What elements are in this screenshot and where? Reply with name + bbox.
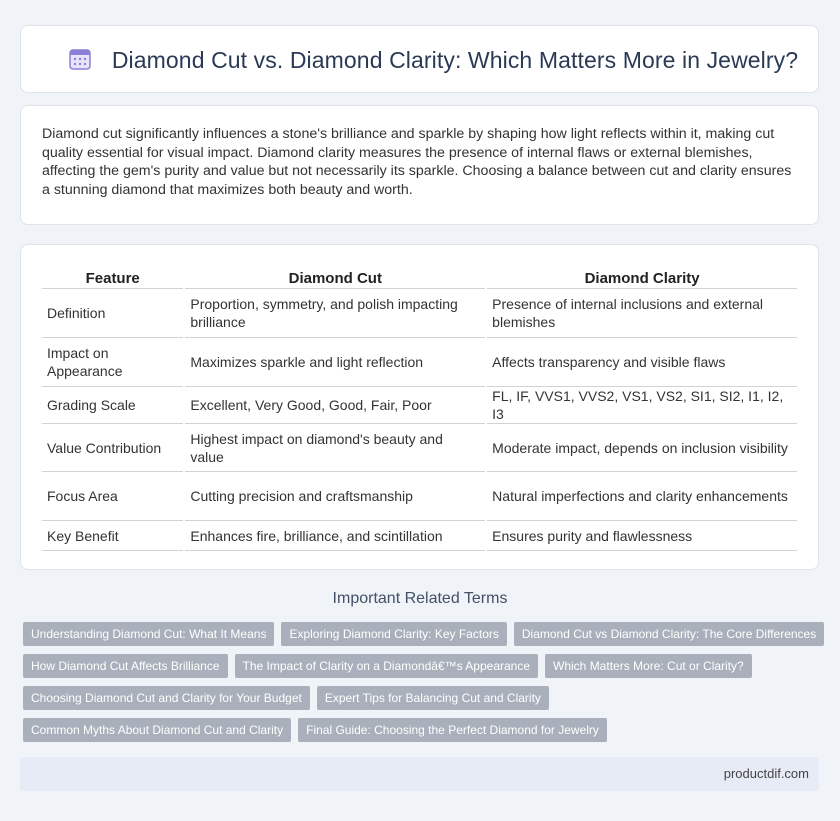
related-term-tag[interactable]: Final Guide: Choosing the Perfect Diamond for Jewelry <box>298 718 607 742</box>
comparison-table-card <box>20 244 819 570</box>
related-term-tag[interactable]: How Diamond Cut Affects Brilliance <box>23 654 228 678</box>
table-row <box>42 424 797 472</box>
feature-cell: Definition <box>42 289 183 338</box>
related-term-tag[interactable]: Understanding Diamond Cut: What It Means <box>23 622 274 646</box>
clarity-cell: FL, IF, VVS1, VVS2, VS1, VS2, SI1, SI2, I1, I2, I3 <box>487 387 797 424</box>
feature-cell: Focus Area <box>42 472 183 521</box>
related-term-tag[interactable]: Diamond Cut vs Diamond Clarity: The Core Differences <box>514 622 824 646</box>
related-terms-list <box>23 622 823 750</box>
clarity-cell: Moderate impact, depends on inclusion visibility <box>487 424 797 472</box>
table-row <box>42 387 797 424</box>
footer-site-link[interactable]: productdif.com <box>723 766 809 781</box>
cut-cell: Cutting precision and craftsmanship <box>185 472 485 521</box>
related-term-tag[interactable]: Which Matters More: Cut or Clarity? <box>545 654 752 678</box>
feature-cell: Key Benefit <box>42 521 183 551</box>
related-term-tag[interactable]: Exploring Diamond Clarity: Key Factors <box>281 622 506 646</box>
feature-cell: Value Contribution <box>42 424 183 472</box>
clarity-cell: Natural imperfections and clarity enhancements <box>487 472 797 521</box>
intro-text: Diamond cut significantly influences a stone's brilliance and sparkle by shaping how light reflects within it, making cut quality essential for visual impact. Diamond clarity measures the presence of internal flaws or external blemishes, affecting the gem's purity and value but not necessarily its sparkle. Choosing a balance between cut and clarity ensures a stunning diamond that maximizes both beauty and worth. <box>42 126 792 198</box>
related-term-tag[interactable]: The Impact of Clarity on a Diamondâ€™s Appearance <box>235 654 538 678</box>
cut-cell: Maximizes sparkle and light reflection <box>185 338 485 387</box>
cut-cell: Enhances fire, brilliance, and scintillation <box>185 521 485 551</box>
table-row <box>42 338 797 387</box>
footer <box>20 757 819 791</box>
related-term-tag[interactable]: Choosing Diamond Cut and Clarity for Your Budget <box>23 686 310 710</box>
cut-cell: Proportion, symmetry, and polish impacting brilliance <box>185 289 485 338</box>
intro-card <box>20 105 819 225</box>
related-terms-title: Important Related Terms <box>332 590 508 607</box>
page-title: Diamond Cut vs. Diamond Clarity: Which Matters More in Jewelry? <box>111 47 799 73</box>
feature-cell: Impact on Appearance <box>42 338 183 387</box>
related-term-tag[interactable]: Expert Tips for Balancing Cut and Clarity <box>317 686 549 710</box>
clarity-cell: Presence of internal inclusions and external blemishes <box>487 289 797 338</box>
header-diamond-clarity: Diamond Clarity <box>487 265 797 289</box>
cut-cell: Highest impact on diamond's beauty and value <box>185 424 485 472</box>
calendar-icon <box>67 46 93 72</box>
table-row <box>42 472 797 521</box>
comparison-table <box>40 265 799 551</box>
header-diamond-cut: Diamond Cut <box>185 265 485 289</box>
related-term-tag[interactable]: Common Myths About Diamond Cut and Clarity <box>23 718 291 742</box>
table-row <box>42 521 797 551</box>
clarity-cell: Affects transparency and visible flaws <box>487 338 797 387</box>
table-row <box>42 289 797 338</box>
clarity-cell: Ensures purity and flawlessness <box>487 521 797 551</box>
table-header-row <box>42 265 797 289</box>
feature-cell: Grading Scale <box>42 387 183 424</box>
header-feature: Feature <box>42 265 183 289</box>
cut-cell: Excellent, Very Good, Good, Fair, Poor <box>185 387 485 424</box>
header-card <box>20 25 819 93</box>
